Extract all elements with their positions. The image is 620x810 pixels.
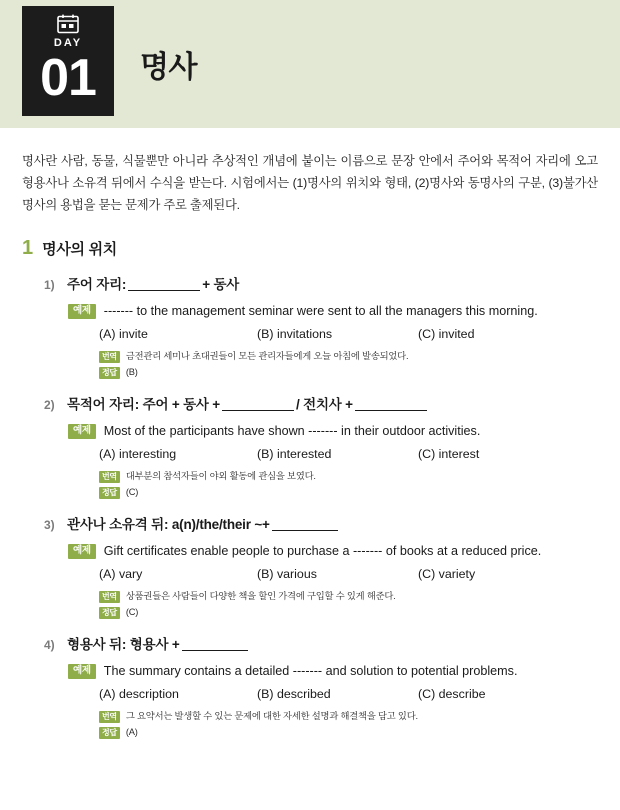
translation-tag: 번역 (99, 711, 120, 723)
example-row (68, 422, 598, 440)
translation-row (99, 709, 598, 723)
item-title-text: 주어 자리: (67, 277, 127, 292)
example-row (68, 302, 598, 320)
example-block (44, 302, 598, 379)
example-row (68, 542, 598, 560)
item-title (67, 393, 429, 413)
choice-a[interactable]: (A) vary (99, 567, 143, 581)
item-number: 4) (44, 638, 55, 652)
section-number: 1 (22, 237, 34, 259)
choice-b[interactable]: (B) various (257, 567, 317, 581)
example-tag: 예제 (68, 424, 96, 439)
answer-text: (C) (125, 607, 139, 617)
section-header (22, 238, 598, 259)
choice-list (68, 327, 598, 341)
example-tag: 예제 (68, 544, 96, 559)
translation-tag: 번역 (99, 471, 120, 483)
blank-line (272, 518, 338, 531)
choice-a[interactable]: (A) interesting (99, 447, 177, 461)
answer-tag: 정답 (99, 607, 120, 619)
calendar-icon (57, 14, 79, 34)
example-block (44, 662, 598, 739)
translation-text: 금전관리 세미나 초대권들이 모든 관리자들에게 오늘 아침에 발송되었다. (125, 351, 409, 361)
choice-b[interactable]: (B) described (257, 687, 331, 701)
blank-line (182, 638, 248, 651)
item-number: 2) (44, 398, 55, 412)
item-title-mid: / 전치사 + (296, 397, 353, 412)
intro-paragraph: 명사란 사람, 동물, 식물뿐만 아니라 추상적인 개념에 붙이는 이름으로 문장 안에서 주어와 목적어 자리에 오고 형용사나 소유격 뒤에서 수식을 받는다. 시험에서는 (1)명사의 위치와 형태, (2)명사와 동명사의 구분, (3)불가산명사의 용법을 묻는 문제가 주로 출제된다. (22, 154, 598, 212)
translation-text: 그 요약서는 발생할 수 있는 문제에 대한 자세한 설명과 해결책을 담고 있다. (125, 711, 418, 721)
item-heading (44, 633, 598, 653)
item-number: 1) (44, 278, 55, 292)
section-title: 명사의 위치 (42, 241, 117, 258)
choice-c[interactable]: (C) variety (418, 567, 476, 581)
answer-text: (B) (125, 367, 138, 377)
answer-tag: 정답 (99, 487, 120, 499)
list-item (22, 273, 598, 379)
list-item (22, 633, 598, 739)
translation-tag: 번역 (99, 351, 120, 363)
choice-list (68, 447, 598, 461)
example-meta (68, 709, 598, 739)
item-title-text: 목적어 자리: 주어 + 동사 + (67, 397, 220, 412)
list-item (22, 393, 598, 499)
choice-c[interactable]: (C) invited (418, 327, 475, 341)
chapter-header (0, 0, 620, 128)
example-meta (68, 349, 598, 379)
answer-tag: 정답 (99, 367, 120, 379)
answer-row (99, 485, 598, 499)
example-sentence: The summary contains a detailed ------- and solution to potential problems. (103, 664, 518, 678)
blank-line (128, 278, 200, 291)
day-number: 01 (40, 49, 96, 107)
translation-row (99, 349, 598, 363)
example-tag: 예제 (68, 304, 96, 319)
choice-b[interactable]: (B) interested (257, 447, 332, 461)
page-title: 명사 (140, 51, 197, 84)
item-title (67, 513, 340, 533)
day-badge (22, 6, 114, 116)
example-sentence: Most of the participants have shown ------- in their outdoor activities. (103, 424, 481, 438)
blank-line (355, 398, 427, 411)
choice-c[interactable]: (C) interest (418, 447, 480, 461)
blank-line (222, 398, 294, 411)
item-title-suffix: + 동사 (202, 277, 240, 292)
item-title (67, 633, 250, 653)
example-sentence: ------- to the management seminar were sent to all the managers this morning. (103, 304, 538, 318)
list-item (22, 513, 598, 619)
answer-row (99, 365, 598, 379)
item-number: 3) (44, 518, 55, 532)
item-heading (44, 513, 598, 533)
item-title (67, 273, 239, 293)
example-block (44, 422, 598, 499)
answer-text: (A) (125, 727, 138, 737)
item-heading (44, 393, 598, 413)
example-tag: 예제 (68, 664, 96, 679)
translation-row (99, 469, 598, 483)
choice-list (68, 687, 598, 701)
choice-a[interactable]: (A) invite (99, 327, 148, 341)
answer-text: (C) (125, 487, 139, 497)
choice-list (68, 567, 598, 581)
item-heading (44, 273, 598, 293)
answer-row (99, 605, 598, 619)
translation-text: 상품권들은 사람들이 다양한 책을 할인 가격에 구입할 수 있게 해준다. (125, 591, 396, 601)
choice-c[interactable]: (C) describe (418, 687, 486, 701)
day-word: DAY (53, 37, 83, 49)
section-noun-position (22, 238, 598, 739)
item-title-text: 형용사 뒤: 형용사 + (67, 637, 180, 652)
example-block (44, 542, 598, 619)
choice-a[interactable]: (A) description (99, 687, 179, 701)
choice-b[interactable]: (B) invitations (257, 327, 333, 341)
item-title-text: 관사나 소유격 뒤: a(n)/the/their ~+ (67, 517, 270, 532)
translation-text: 대부분의 참석자들이 야외 활동에 관심을 보였다. (125, 471, 316, 481)
translation-tag: 번역 (99, 591, 120, 603)
example-meta (68, 589, 598, 619)
answer-tag: 정답 (99, 727, 120, 739)
example-sentence: Gift certificates enable people to purchase a ------- of books at a reduced price. (103, 544, 542, 558)
example-meta (68, 469, 598, 499)
answer-row (99, 725, 598, 739)
example-row (68, 662, 598, 680)
translation-row (99, 589, 598, 603)
